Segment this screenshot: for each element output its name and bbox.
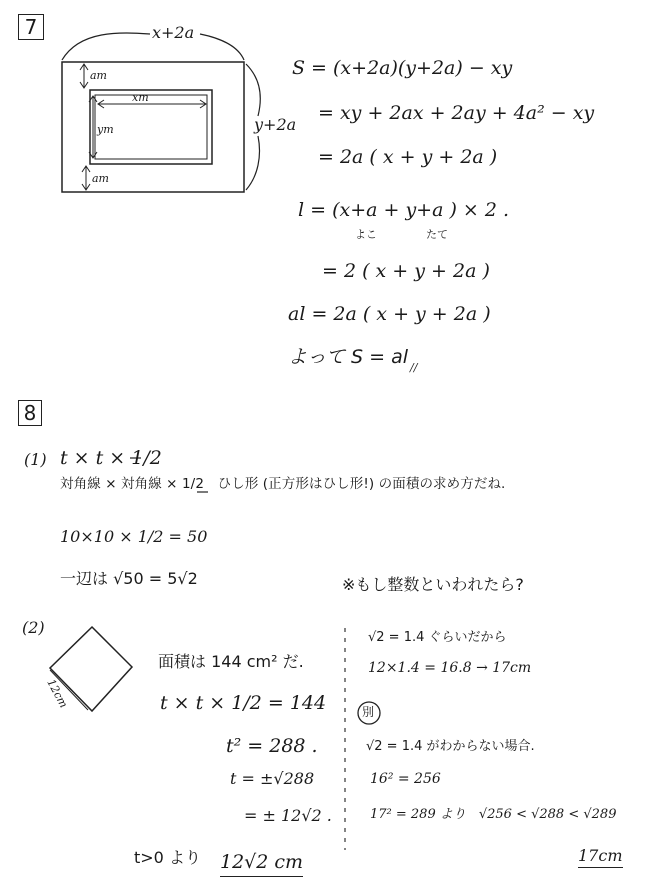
q2-left-4: t = ±√288 — [230, 769, 315, 788]
q2-left-2: t × t × 1/2 = 144 — [160, 692, 327, 714]
q1-line-3: 10×10 × 1/2 = 50 — [60, 527, 208, 546]
p7-line-2: = xy + 2ax + 2ay + 4a² − xy — [318, 102, 595, 124]
q2-right-6: 17² = 289 より √256 < √288 < √289 — [370, 807, 617, 822]
problem-7-number: 7 — [18, 14, 44, 40]
q2-left-3: t² = 288 . — [226, 735, 318, 757]
q1-line-2: 対角線 × 対角線 × 1/2 ひし形 (正方形はひし形!) の面積の求め方だね. — [60, 476, 506, 492]
q2-left-5: = ± 12√2 . — [244, 806, 332, 825]
q1-line-4: 一辺は √50 = 5√2 — [60, 569, 198, 588]
q2-right-answer: 17cm — [578, 848, 623, 868]
q2-answer: 12√2 cm — [220, 853, 303, 877]
q1-line-1: t × t × 1/2 — [60, 447, 162, 469]
p7-line-3: = 2a ( x + y + 2a ) — [318, 146, 498, 168]
label-x-plus-2a: x+2a — [152, 23, 195, 42]
p7-line-4: l = (x+a + y+a ) × 2 . — [298, 199, 510, 221]
label-a-top: am — [90, 69, 107, 82]
label-y-plus-2a: y+2a — [254, 115, 297, 134]
label-inner-x: xm — [132, 91, 149, 104]
q2-conclusion: t>0 より — [134, 848, 201, 867]
p7-line-1: S = (x+2a)(y+2a) − xy — [292, 57, 513, 79]
q2-right-1: √2 = 1.4 ぐらいだから — [368, 630, 507, 645]
p7-sub-tate: たて — [426, 228, 448, 241]
p7-end-mark: // — [410, 361, 418, 374]
problem-8-number: 8 — [18, 400, 42, 426]
q1-note: ※もし整数といわれたら? — [342, 575, 524, 594]
label-inner-y: ym — [97, 123, 114, 136]
p7-sub-yoko: よこ — [355, 228, 377, 241]
label-a-bottom: am — [92, 172, 109, 185]
p7-line-6: al = 2a ( x + y + 2a ) — [288, 303, 491, 325]
q2-label: (2) — [22, 618, 45, 637]
q2-right-5: 16² = 256 — [370, 771, 441, 787]
q1-label: (1) — [24, 450, 47, 469]
q2-left-1: 面積は 144 cm² だ. — [158, 652, 304, 671]
q2-right-3: 別 — [362, 705, 375, 719]
q2-right-4: √2 = 1.4 がわからない場合. — [366, 739, 535, 754]
q2-fig-label: 12cm — [44, 676, 71, 711]
p7-line-7: よって S = al — [288, 346, 409, 368]
q2-right-2: 12×1.4 = 16.8 → 17cm — [368, 660, 532, 676]
p7-line-5: = 2 ( x + y + 2a ) — [322, 260, 490, 282]
